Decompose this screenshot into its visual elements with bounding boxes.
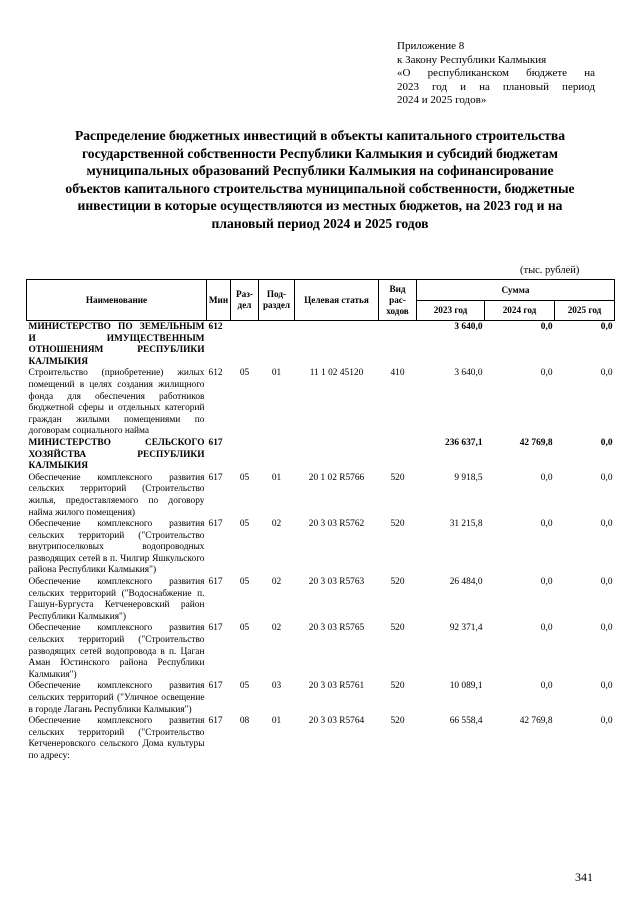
header-razdel: Раз-дел [231,280,259,321]
header-2023: 2023 год [417,301,485,321]
row-2023: 26 484,0 [449,577,483,588]
appendix-line: Приложение 8 [397,40,465,52]
appendix-block [397,40,595,108]
row-vid [379,321,417,369]
row-name: Обеспечение комплексного развития сельских территорий ("Уличное освещение в городе Лагань Республики Калмыкия") [28,681,205,715]
row-2025: 0,0 [600,437,613,448]
table-row [27,681,615,716]
row-2024: 0,0 [540,322,553,332]
row-2025: 0,0 [600,623,613,634]
row-2024: 0,0 [540,577,553,588]
header-min: Мин [207,280,231,321]
ministry-row [27,438,615,473]
row-razdel: 05 [239,623,250,634]
header-target: Целевая статья [295,280,379,321]
row-name: МИНИСТЕРСТВО ПО ЗЕМЕЛЬНЫМ И ИМУЩЕСТВЕННЫМ ОТНОШЕНИЯМ РЕСПУБЛИКИ КАЛМЫКИЯ [28,322,205,367]
row-podrazdel: 02 [271,577,282,588]
row-vid: 520 [390,681,405,692]
row-razdel: 08 [239,716,250,727]
row-2024: 0,0 [540,472,553,483]
row-name: Обеспечение комплексного развития сельских территорий (Строительство жилья, предоставляемого по договору найма жилого помещения) [28,472,205,518]
row-razdel [231,438,259,473]
row-target: 20 3 03 R5761 [308,681,365,692]
row-2023: 66 558,4 [449,716,483,727]
row-name: Обеспечение комплексного развития сельских территорий ("Строительство Кетченеровского сельского Дома культуры по адресу: [28,716,205,761]
row-vid: 520 [390,716,405,727]
row-name: Обеспечение комплексного развития сельских территорий ("Строительство разводящих сетей водопровода в п. Цаган Аман Юстинского района Республики Калмыкия") [28,623,205,680]
row-podrazdel: 01 [271,716,282,727]
row-2023: 3 640,0 [454,322,483,332]
row-min: 617 [208,519,223,530]
page-number: 341 [575,870,593,884]
row-razdel: 05 [239,472,250,483]
row-vid: 520 [390,472,405,483]
table-row [27,473,615,519]
header-2024: 2024 год [485,301,555,321]
row-min: 617 [208,437,223,448]
appendix-line: 2023 год и на плановый период [397,80,595,93]
appendix-line: «О республиканском бюджете на [397,67,595,79]
row-target: 11 1 02 45120 [309,368,364,379]
row-2024: 0,0 [540,623,553,634]
row-vid: 410 [390,368,405,379]
row-podrazdel: 02 [271,519,282,530]
header-vid: Вид рас-ходов [379,280,417,321]
row-target: 20 3 03 R5765 [308,623,365,634]
row-target: 20 3 03 R5762 [308,519,365,530]
header-summa: Сумма [417,280,615,301]
row-2023: 3 640,0 [454,368,483,379]
row-vid: 520 [390,519,405,530]
header-podrazdel: Под-раздел [259,280,295,321]
row-vid: 520 [390,577,405,588]
row-2025: 0,0 [600,577,613,588]
row-razdel [231,321,259,369]
row-target [295,438,379,473]
document-title: Распределение бюджетных инвестиций в объекты капитального строительства государственной собственности Республики Калмыкия и субсидий бюджетам муниципальных образований Республики Калмыкия на софинансирование объектов капитального строительства муниципальной собственности, бюджетные инвестиции в которые осуществляются из местных бюджетов, на 2023 год и на плановый период 2024 и 2025 годов [65,128,575,231]
row-podrazdel: 03 [271,681,282,692]
row-razdel: 05 [239,368,250,379]
row-razdel: 05 [239,577,250,588]
unit-label: (тыс. рублей) [520,265,580,276]
row-min: 617 [208,577,223,588]
table-row [27,623,615,681]
row-vid [379,438,417,473]
row-2024: 0,0 [540,368,553,379]
header-name: Наименование [27,280,207,321]
table-row [27,519,615,577]
row-2023: 236 637,1 [445,437,483,448]
row-2023: 31 215,8 [449,519,483,530]
row-2023: 9 918,5 [454,472,483,483]
row-2023: 10 089,1 [449,681,483,692]
row-name: Обеспечение комплексного развития сельских территорий ("Водоснабжение п. Гашун-Бургуста Кетченеровский район Республики Калмыкия") [28,577,205,622]
row-2024: 42 769,8 [519,437,553,448]
row-target [295,321,379,369]
row-2024: 0,0 [540,519,553,530]
row-razdel: 05 [239,681,250,692]
row-2025: 0,0 [600,716,613,727]
row-name: МИНИСТЕРСТВО СЕЛЬСКОГО ХОЗЯЙСТВА РЕСПУБЛИКИ КАЛМЫКИЯ [28,437,205,472]
row-podrazdel: 02 [271,623,282,634]
row-vid: 520 [390,623,405,634]
row-min: 617 [208,681,223,692]
row-2025: 0,0 [600,681,613,692]
row-min: 612 [208,368,223,379]
row-2024: 0,0 [540,681,553,692]
row-2024: 42 769,8 [519,716,553,727]
row-target: 20 1 02 R5766 [308,472,365,483]
row-target: 20 3 03 R5764 [308,716,365,727]
budget-table [26,279,615,763]
row-podrazdel [259,438,295,473]
row-target: 20 3 03 R5763 [308,577,365,588]
appendix-line: к Закону Республики Калмыкия [397,53,547,66]
row-podrazdel [259,321,295,369]
row-min: 617 [208,716,223,727]
table-row [27,716,615,762]
row-name: Строительство (приобретение) жилых помещений в целях создания жилищного фонда для обеспечения работников бюджетной сферы и отдельных категорий граждан жилыми помещениями по договорам социального найма [28,368,205,437]
appendix-line: 2024 и 2025 годов» [397,94,487,106]
row-2025: 0,0 [600,472,613,483]
row-name: Обеспечение комплексного развития сельских территорий ("Строительство внутрипоселковых водопроводных разводящих сетей в п. Чилгир Яшкульского района Республики Калмыкия") [28,519,205,576]
row-min: 617 [208,472,223,483]
header-2025: 2025 год [555,301,615,321]
row-2025: 0,0 [600,322,613,332]
row-2025: 0,0 [600,519,613,530]
table-row [27,368,615,438]
row-razdel: 05 [239,519,250,530]
row-podrazdel: 01 [271,368,282,379]
table-row [27,577,615,623]
row-2023: 92 371,4 [449,623,483,634]
row-min: 612 [208,322,223,332]
row-min: 617 [208,623,223,634]
row-2025: 0,0 [600,368,613,379]
row-podrazdel: 01 [271,472,282,483]
ministry-row [27,321,615,369]
